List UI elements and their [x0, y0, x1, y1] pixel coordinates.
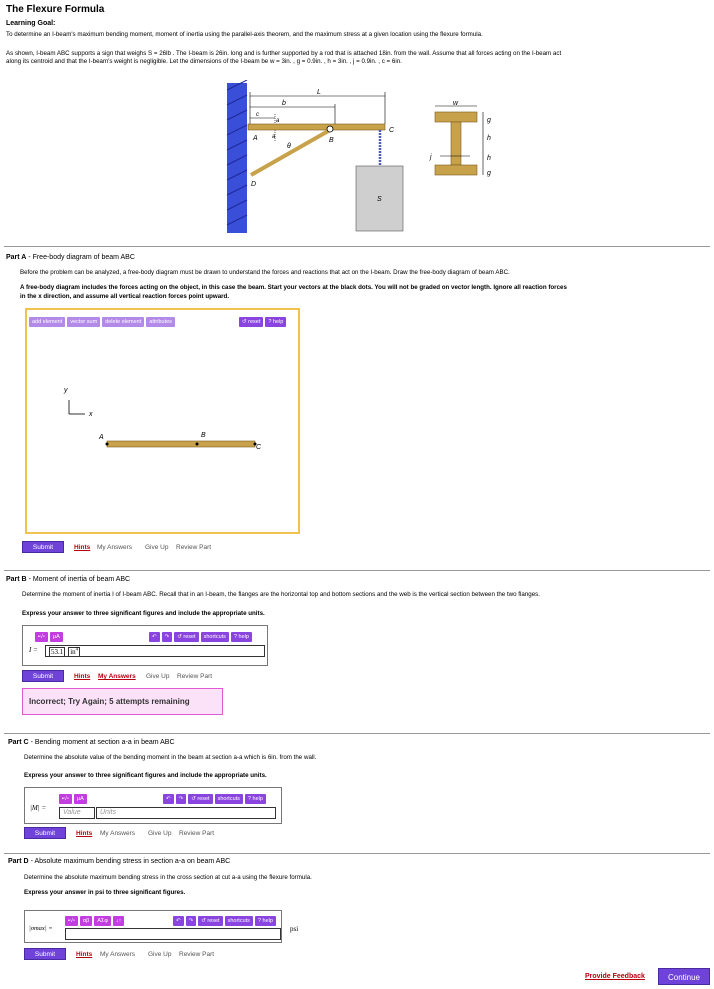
- partC-greek-button[interactable]: μA: [74, 794, 87, 804]
- label-S: S: [377, 196, 382, 203]
- provide-feedback-link[interactable]: Provide Feedback: [585, 973, 645, 980]
- partD-answer-input[interactable]: [65, 928, 281, 940]
- fbd-label-B: B: [201, 432, 206, 439]
- partC-review[interactable]: Review Part: [179, 830, 215, 837]
- partA-instr-1: A free-body diagram includes the forces acting on the object, in this case the beam. Start your vectors at the black dots. You will not be graded on vector length. Ignore all reaction forces: [20, 284, 567, 291]
- partC-redo-button[interactable]: ↷: [176, 794, 187, 804]
- partC-answer-box: [24, 787, 282, 824]
- partB-hints-link[interactable]: Hints: [74, 673, 91, 680]
- partA-submit-button[interactable]: Submit: [22, 541, 64, 553]
- partA-review[interactable]: Review Part: [176, 544, 212, 551]
- partA-my-answers[interactable]: My Answers: [97, 544, 133, 551]
- partD-shortcuts-button[interactable]: shortcuts: [225, 916, 253, 926]
- strut-rod: [251, 130, 330, 175]
- problem-line-1: As shown, I-beam ABC supports a sign that weighs S = 26lb . The I-beam is 26in. long and is further supported by a rod that is attached 18in. from the wall. Assume that all forces acting on the I-beam act: [6, 50, 562, 57]
- partD-instr: Express your answer in psi to three significant figures.: [24, 889, 186, 896]
- fbd-drawing: [27, 310, 298, 532]
- partC-submit-button[interactable]: Submit: [24, 827, 66, 839]
- label-j: j: [430, 154, 432, 161]
- partD-undo-button[interactable]: ↶: [173, 916, 184, 926]
- partB-value[interactable]: 53.1: [51, 648, 64, 657]
- partD-my-answers[interactable]: My Answers: [100, 951, 136, 958]
- partC-give-up[interactable]: Give Up: [148, 830, 172, 837]
- partA-give-up[interactable]: Give Up: [145, 544, 169, 551]
- reset-button[interactable]: ↺ reset: [239, 317, 263, 327]
- label-L: L: [317, 89, 321, 96]
- partB-header: Part B - Moment of inertia of beam ABC: [6, 576, 131, 583]
- wall: [227, 83, 247, 233]
- dot-B[interactable]: [196, 443, 199, 446]
- beam-figure: [225, 80, 515, 240]
- partB-greek-button[interactable]: μA: [50, 632, 63, 642]
- dot-A[interactable]: [106, 443, 109, 446]
- page-title: The Flexure Formula: [6, 4, 105, 15]
- partB-my-answers[interactable]: My Answers: [98, 673, 136, 680]
- partB-feedback: Incorrect; Try Again; 5 attempts remaining: [22, 688, 223, 715]
- partB-review[interactable]: Review Part: [177, 673, 213, 680]
- partD-greek-button[interactable]: αβ: [80, 916, 92, 926]
- fbd-label-C: C: [256, 444, 262, 451]
- label-a-top: a: [276, 118, 280, 124]
- partD-reset-button[interactable]: ↺ reset: [198, 916, 222, 926]
- partB-shortcuts-button[interactable]: shortcuts: [201, 632, 229, 642]
- partD-help-button[interactable]: ? help: [255, 916, 276, 926]
- axis-y-label: y: [64, 387, 68, 394]
- label-g-bottom: g: [487, 170, 491, 177]
- partB-give-up[interactable]: Give Up: [146, 673, 170, 680]
- label-w: w: [453, 100, 459, 107]
- label-c: c: [256, 112, 259, 118]
- partD-delta-button[interactable]: ΑΣφ: [94, 916, 111, 926]
- partB-units[interactable]: $in^4$: [70, 648, 79, 657]
- label-g-top: g: [487, 117, 491, 124]
- partC-templates-button[interactable]: ▪√▫: [59, 794, 72, 804]
- ibeam-cross-section: [435, 112, 477, 175]
- learning-goal-text: To determine an I-beam's maximum bending moment, moment of inertia using the parallel-axis theorem, and the maximum stress at a given location using the flexure formula.: [6, 31, 483, 38]
- partC-var-label: |M| =: [30, 804, 47, 812]
- partC-desc: Determine the absolute value of the bending moment in the beam at section a-a which is 6in. from the wall.: [24, 754, 317, 761]
- partD-desc: Determine the absolute maximum bending stress in the cross section at cut a-a using the flexure formula.: [24, 874, 312, 881]
- partD-submit-button[interactable]: Submit: [24, 948, 66, 960]
- partC-header: Part C - Bending moment at section a-a in beam ABC: [8, 739, 175, 746]
- problem-line-2: along its centroid and that the I-beam's weight is negligible. Let the dimensions of the I-beam be w = 3in. , g = 0.9in. , h = 3in. , j = 0.9in. , c = 6in.: [6, 58, 402, 65]
- vector-sum-button[interactable]: vector sum: [67, 317, 100, 327]
- partD-unit-label: psi: [290, 925, 299, 933]
- partB-desc: Determine the moment of inertia I of I-beam ABC. Recall that in an I-beam, the flanges are the horizontal top and bottom sections and the web is the vertical section between the two flanges.: [22, 591, 540, 598]
- partC-value-input[interactable]: Value: [59, 807, 95, 819]
- partB-instr: Express your answer to three significant figures and include the appropriate units.: [22, 610, 265, 617]
- partC-undo-button[interactable]: ↶: [163, 794, 174, 804]
- partB-reset-button[interactable]: ↺ reset: [174, 632, 198, 642]
- partD-redo-button[interactable]: ↷: [186, 916, 197, 926]
- partB-var-label: I =: [29, 646, 38, 654]
- label-C: C: [389, 127, 395, 134]
- partD-review[interactable]: Review Part: [179, 951, 215, 958]
- partC-my-answers[interactable]: My Answers: [100, 830, 136, 837]
- add-element-button[interactable]: add element: [29, 317, 65, 327]
- label-D: D: [251, 181, 257, 188]
- partB-answer-box: [22, 625, 268, 666]
- partC-instr: Express your answer to three significant figures and include the appropriate units.: [24, 772, 267, 779]
- label-B: B: [329, 137, 334, 144]
- label-h-top: h: [487, 135, 491, 142]
- partD-answer-box: [24, 910, 282, 943]
- delete-element-button[interactable]: delete element: [102, 317, 144, 327]
- partD-templates-button[interactable]: ▪√▫: [65, 916, 78, 926]
- partA-desc: Before the problem can be analyzed, a free-body diagram must be drawn to understand the forces and reactions that act on the I-beam. Draw the free-body diagram of beam ABC.: [20, 269, 510, 276]
- partC-reset-button[interactable]: ↺ reset: [188, 794, 212, 804]
- help-button[interactable]: ? help: [265, 317, 286, 327]
- partD-var-label: |σmax| =: [29, 925, 53, 932]
- learning-goal-label: Learning Goal:: [6, 20, 56, 27]
- partB-templates-button[interactable]: ▪√▫: [35, 632, 48, 642]
- label-theta: θ: [287, 143, 291, 150]
- fbd-label-A: A: [99, 434, 104, 441]
- axis-x-label: x: [89, 411, 93, 418]
- label-h-bottom: h: [487, 155, 491, 162]
- partD-hints-link[interactable]: Hints: [76, 951, 93, 958]
- partB-redo-button[interactable]: ↷: [162, 632, 173, 642]
- partB-answer-field[interactable]: [45, 645, 265, 657]
- continue-button[interactable]: Continue: [658, 968, 710, 985]
- partC-shortcuts-button[interactable]: shortcuts: [215, 794, 243, 804]
- label-a-bottom: a: [272, 134, 276, 140]
- partB-submit-button[interactable]: Submit: [22, 670, 64, 682]
- fbd-canvas[interactable]: [25, 308, 300, 534]
- partD-give-up[interactable]: Give Up: [148, 951, 172, 958]
- partB-undo-button[interactable]: ↶: [149, 632, 160, 642]
- attributes-button[interactable]: attributes: [146, 317, 175, 327]
- partD-header: Part D - Absolute maximum bending stress in section a-a on beam ABC: [8, 858, 231, 865]
- beam: [248, 124, 385, 130]
- partC-help-button[interactable]: ? help: [245, 794, 266, 804]
- fbd-beam: [107, 441, 255, 447]
- partA-hints-link[interactable]: Hints: [74, 544, 91, 551]
- partA-header: Part A - Free-body diagram of beam ABC: [6, 254, 135, 261]
- partC-units-input[interactable]: Units: [96, 807, 276, 819]
- partB-help-button[interactable]: ? help: [231, 632, 252, 642]
- partC-hints-link[interactable]: Hints: [76, 830, 93, 837]
- dot-C[interactable]: [254, 443, 257, 446]
- label-b: b: [282, 100, 286, 107]
- label-A: A: [253, 135, 258, 142]
- partD-vector-button[interactable]: ↓↑: [113, 916, 125, 926]
- partA-instr-2: in the x direction, and assume all vertical reaction forces point upward.: [20, 293, 230, 300]
